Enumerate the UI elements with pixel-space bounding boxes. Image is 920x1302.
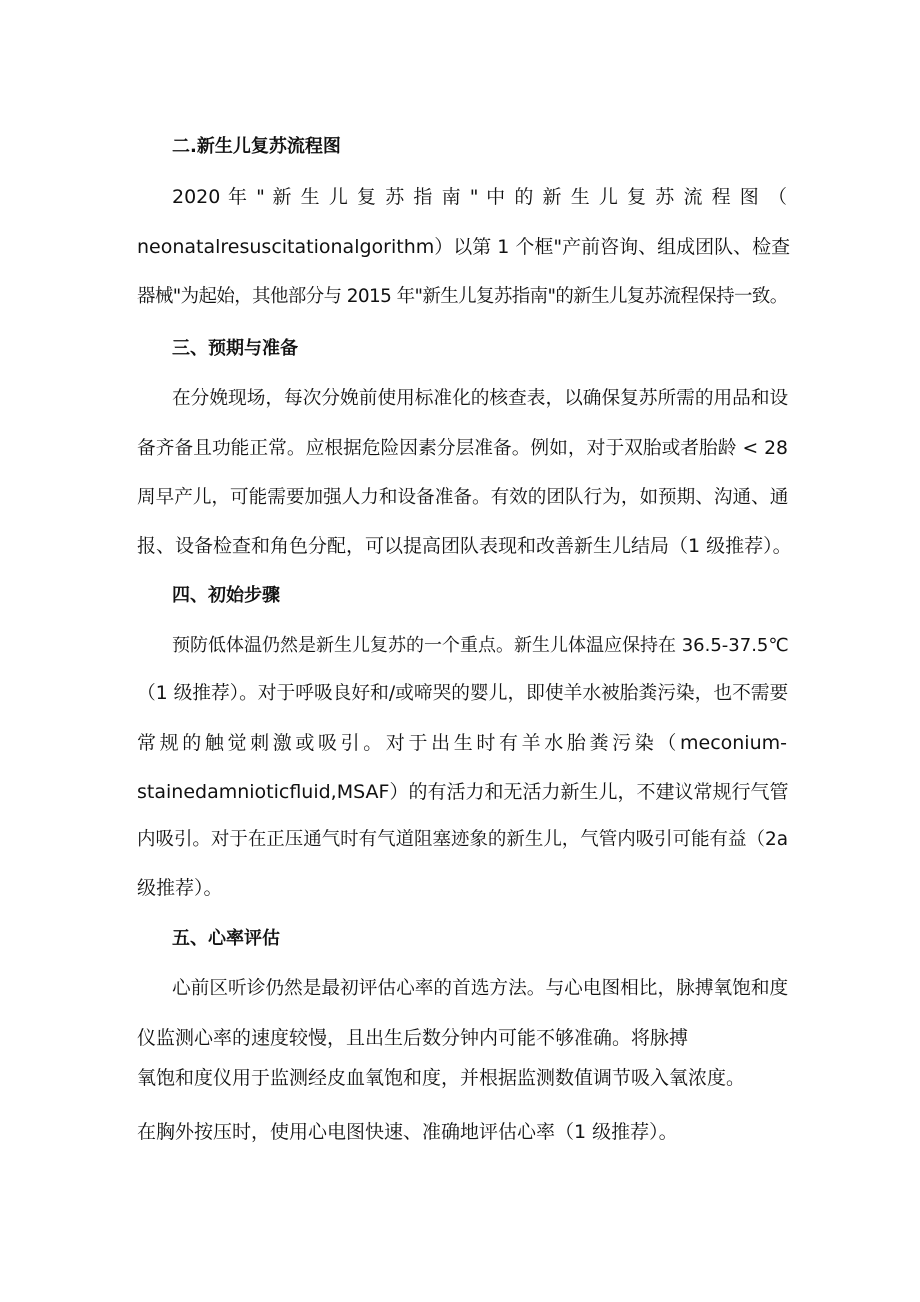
- paragraph-line: （1 级推荐）。对于呼吸良好和/或啼哭的婴儿，即使羊水被胎粪污染，也不需要: [137, 683, 789, 704]
- section-heading-preparation: 三、预期与准备: [172, 338, 298, 359]
- paragraph-line: 在胸外按压时，使用心电图快速、准确地评估心率（1 级推荐）。: [137, 1121, 678, 1143]
- paragraph-line: 器械"为起始，其他部分与 2015 年"新生儿复苏指南"的新生儿复苏流程保持一致。: [137, 286, 788, 307]
- paragraph-line: 常规的触觉刺激或吸引。对于出生时有羊水胎粪污染（meconium-: [137, 732, 787, 754]
- paragraph-line: stainedamnioticfluid,MSAF）的有活力和无活力新生儿，不建议常规行气管: [137, 781, 789, 803]
- paragraph-line: 心前区听诊仍然是最初评估心率的首选方法。与心电图相比，脉搏氧饱和度: [172, 978, 789, 999]
- paragraph-line: 内吸引。对于在正压通气时有气道阻塞迹象的新生儿，气管内吸引可能有益（2a: [137, 829, 789, 850]
- paragraph-line: 预防低体温仍然是新生儿复苏的一个重点。新生儿体温应保持在 36.5-37.5℃: [172, 635, 789, 656]
- paragraph-line: 周早产儿，可能需要加强人力和设备准备。有效的团队行为，如预期、沟通、通: [137, 487, 789, 508]
- paragraph-line: neonatalresuscitationalgorithm）以第 1 个框"产前咨询、组成团队、检查: [137, 236, 791, 258]
- paragraph-line: 备齐备且功能正常。应根据危险因素分层准备。例如，对于双胎或者胎龄 < 28: [137, 438, 788, 459]
- paragraph-line: 报、设备检查和角色分配，可以提高团队表现和改善新生儿结局（1 级推荐）。: [137, 535, 792, 557]
- paragraph-line: 氧饱和度仪用于监测经皮血氧饱和度，并根据监测数值调节吸入氧浓度。: [137, 1067, 746, 1089]
- paragraph-line: 仪监测心率的速度较慢，且出生后数分钟内可能不够准确。将脉搏: [137, 1027, 689, 1049]
- paragraph-line: 在分娩现场，每次分娩前使用标准化的核查表，以确保复苏所需的用品和设: [172, 388, 789, 409]
- section-heading-flowchart: 二.新生儿复苏流程图: [172, 136, 341, 157]
- section-heading-initial-steps: 四、初始步骤: [172, 585, 280, 606]
- paragraph-line: 2020 年 " 新 生 儿 复 苏 指 南 " 中 的 新 生 儿 复 苏 流 程 图 （: [172, 186, 787, 208]
- paragraph-line: 级推荐）。: [137, 877, 223, 899]
- section-heading-heart-rate: 五、心率评估: [172, 928, 280, 949]
